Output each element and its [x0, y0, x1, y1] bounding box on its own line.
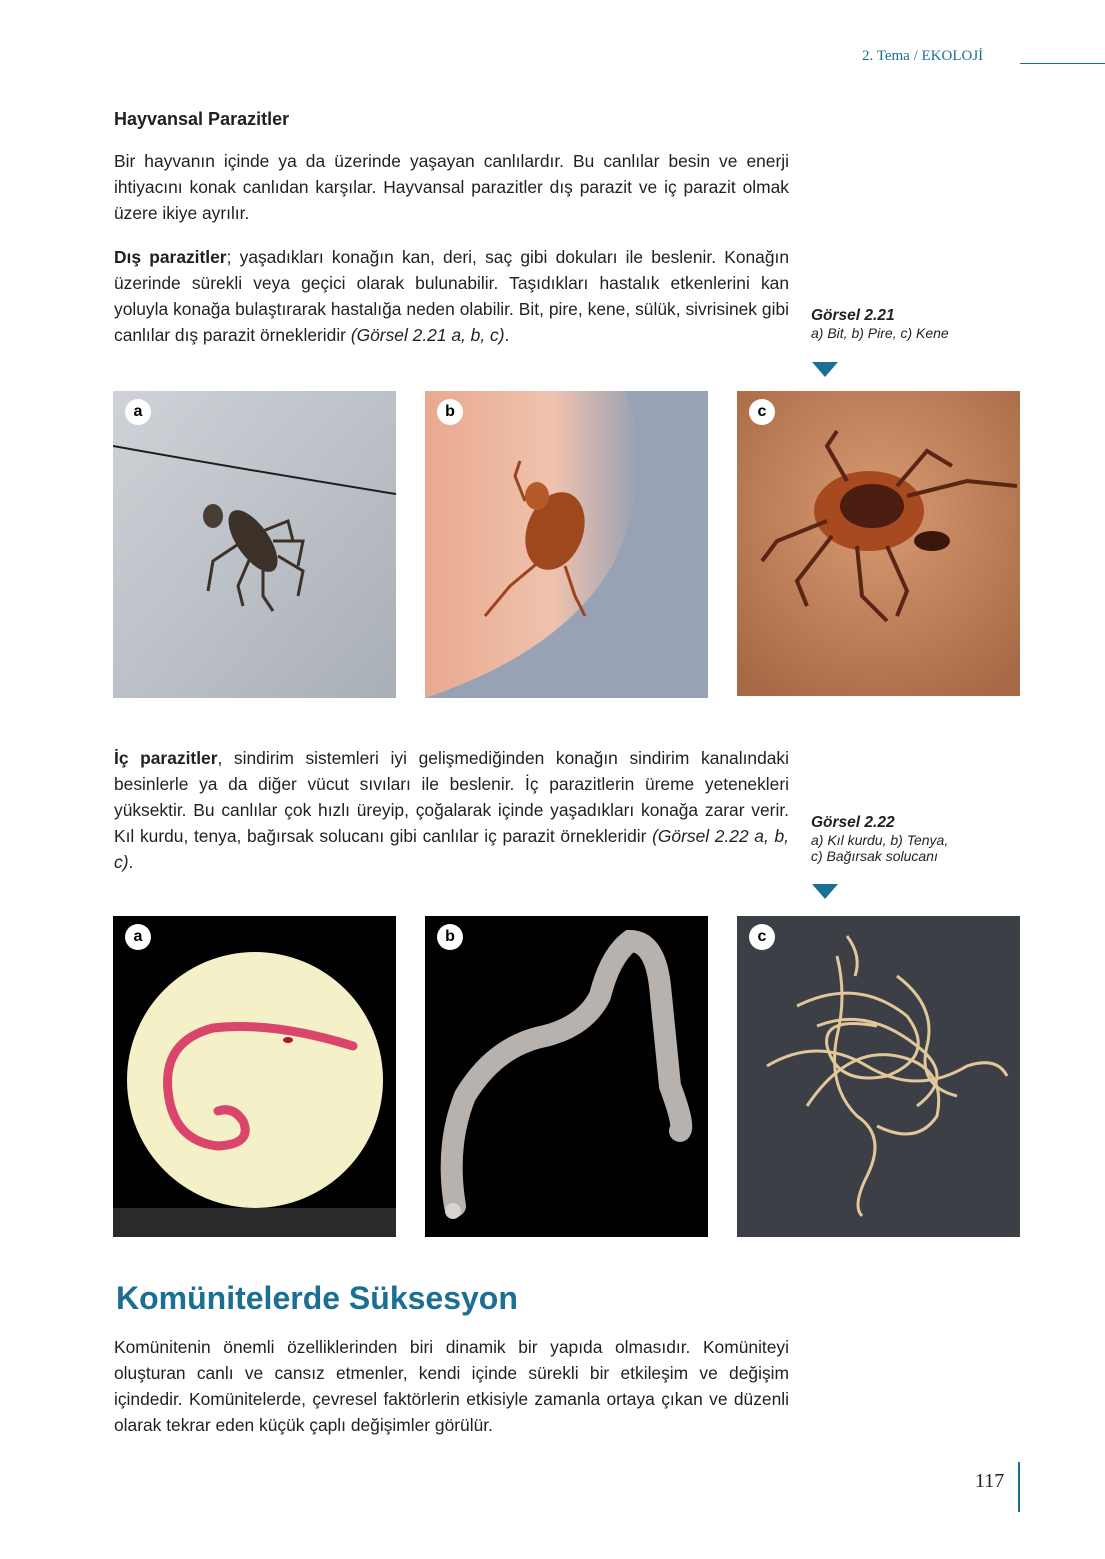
figure-label: b: [437, 399, 463, 425]
figure-caption-line2: c) Bağırsak solucanı: [811, 848, 938, 864]
louse-image: [113, 391, 396, 698]
ic-parazit-term: İç parazitler: [114, 748, 218, 768]
intro-paragraph: Bir hayvanın içinde ya da üzerinde yaşayan canlılardır. Bu canlılar besin ve enerji ihtiyacını konak canlıdan karşılar. Hayvansal parazitler dış parazit ve iç parazit olmak üzere ikiye ayrılır.: [114, 151, 789, 223]
tapeworm-image: [425, 916, 708, 1237]
dis-parazit-paragraph: [114, 244, 789, 348]
dis-parazit-term: Dış parazitler: [114, 247, 227, 267]
page-number: 117: [975, 1470, 1005, 1492]
figure-caption-line1: a) Kıl kurdu, b) Tenya,: [811, 832, 949, 848]
figure-number: Görsel 2.22: [811, 814, 895, 831]
figure-number: Görsel 2.21: [811, 307, 895, 324]
figure-label: b: [437, 924, 463, 950]
suksesyon-paragraph: Komünitenin önemli özelliklerinden biri dinamik bir yapıda olmasıdır. Komüniteyi oluşturan canlı ve cansız etmenler, kendi içinde sürekli bir etkileşim ve değişim içindedir. Komünitelerde, çevresel faktörlerin etkisiyle zamanla ortaya çıkan ve düzenli olarak tekrar eden küçük çaplı değişimler görülür.: [114, 1337, 789, 1435]
flea-image: [425, 391, 708, 698]
main-title: Komünitelerde Süksesyon: [116, 1280, 518, 1316]
photo-kene: [737, 391, 1020, 696]
dis-parazit-ref: (Görsel 2.21 a, b, c): [350, 325, 505, 345]
header-rule: [1020, 63, 1105, 64]
photo-kil-kurdu: [113, 916, 396, 1237]
photo-bagirsak-solucani: [737, 916, 1020, 1237]
roundworm-image: [737, 916, 1020, 1237]
dis-parazit-text: ; yaşadıkları konağın kan, deri, saç gibi dokuları ile beslenir. Konağın üzerinde sürekli veya geçici olarak bulunabilir. Taşıdıkları hastalık etkenlerini kan yoluyla konağa bulaştırarak hastalığa neden olabilir. Bit, pire, kene, sülük, sivrisinek gibi canlılar dış parazit örnekleridir: [114, 247, 790, 345]
caption-pointer-icon: [812, 362, 838, 377]
ic-parazit-end: .: [128, 852, 134, 872]
photo-pire: [425, 391, 708, 698]
section-title: Hayvansal Parazitler: [114, 109, 290, 129]
tick-image: [737, 391, 1020, 696]
page-rule: [1018, 1462, 1020, 1512]
figure-caption-2-21: [811, 307, 1011, 341]
caption-pointer-icon: [812, 884, 838, 899]
pinworm-image: [113, 916, 396, 1237]
ic-parazit-paragraph: [114, 745, 789, 875]
figure-label: a: [125, 924, 151, 950]
figure-caption-2-22: [811, 814, 1011, 864]
figure-caption-text: a) Bit, b) Pire, c) Kene: [811, 325, 949, 341]
figure-label: c: [749, 399, 775, 425]
ic-parazit-ref: (Görsel 2.22 a, b, c): [114, 826, 789, 872]
figure-label: a: [125, 399, 151, 425]
figure-label: c: [749, 924, 775, 950]
photo-bit: [113, 391, 396, 698]
chapter-header: 2. Tema / EKOLOJİ: [862, 48, 984, 64]
photo-tenya: [425, 916, 708, 1237]
ic-parazit-text: , sindirim sistemleri iyi gelişmediğinden konağın sindirim kanalındaki besinlerle ya da diğer vücut sıvıları ile beslenir. İç parazitlerin üreme yetenekleri yüksektir. Bu canlılar çok hızlı üreyip, çoğalarak içinde yaşadıkları konağa zarar verir. Kıl kurdu, tenya, bağırsak solucanı gibi canlılar iç parazit örnekleridir: [114, 748, 789, 846]
dis-parazit-end: .: [504, 325, 510, 345]
